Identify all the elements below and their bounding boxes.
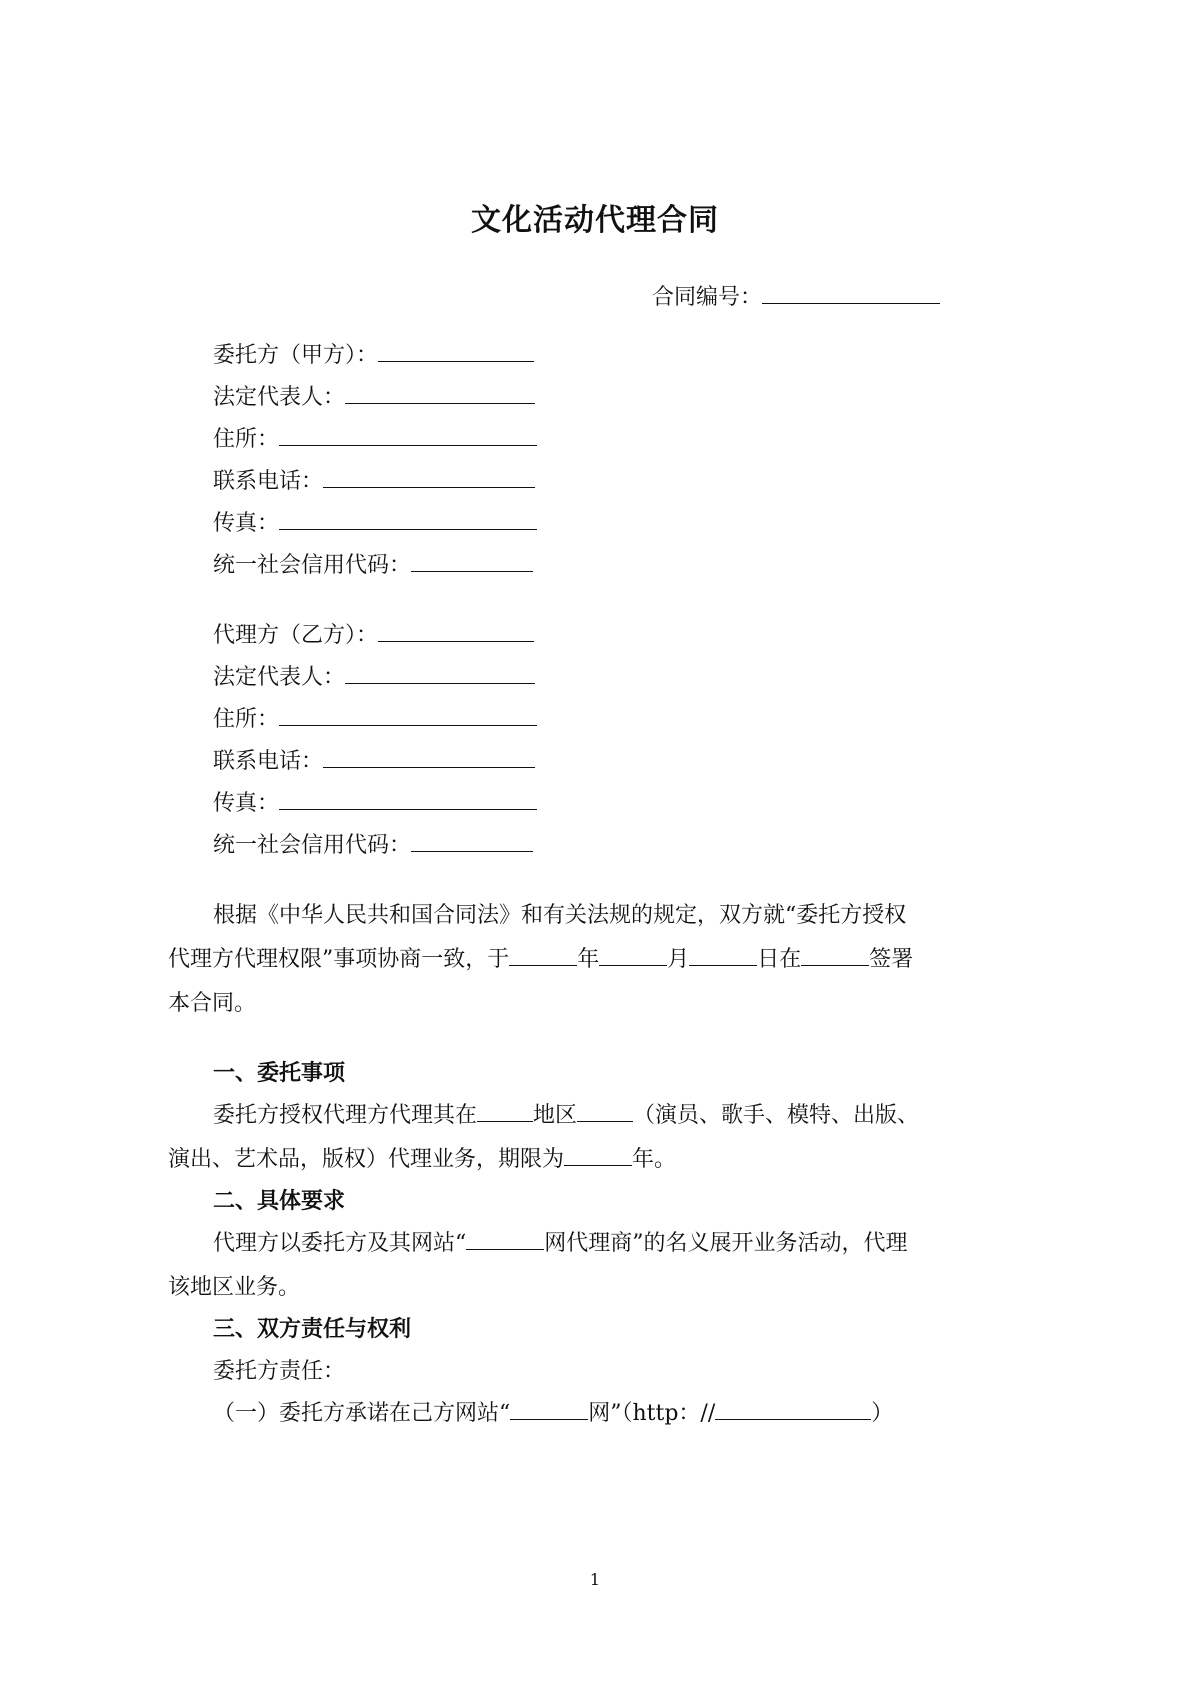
party-b-rep-line <box>213 660 535 691</box>
section-2-line-2: 该地区业务。 <box>168 1275 301 1300</box>
party-b-phone-line <box>213 744 535 775</box>
party-b-credit-blank[interactable] <box>411 831 533 852</box>
party-b-fax-blank[interactable] <box>279 789 537 810</box>
section-1-text-b: （演员、歌手、模特、出版、 <box>633 1103 920 1128</box>
own-website-blank[interactable] <box>510 1399 588 1420</box>
page-number: 1 <box>589 1570 601 1589</box>
party-b-phone-label: 联系电话： <box>213 749 324 774</box>
section-1-text-c: 演出、艺术品，版权）代理业务，期限为 <box>168 1147 565 1172</box>
year-label: 年 <box>577 947 600 972</box>
area-blank[interactable] <box>477 1101 533 1122</box>
party-a-rep-blank[interactable] <box>345 383 535 404</box>
party-b-address-label: 住所： <box>213 707 280 732</box>
party-a-name-line <box>213 338 534 369</box>
party-b-address-line <box>213 702 537 733</box>
party-b-address-blank[interactable] <box>279 705 537 726</box>
item-1-text-b: 网”（http：// <box>588 1401 716 1426</box>
party-b-fax-label: 传真： <box>213 791 280 816</box>
party-a-credit-label: 统一社会信用代码： <box>213 553 412 578</box>
section-1-text-d: 年。 <box>632 1147 677 1172</box>
preamble-line-3: 本合同。 <box>168 991 257 1016</box>
preamble-line-2 <box>168 942 913 973</box>
contract-number-blank[interactable] <box>762 283 940 304</box>
contract-number-label: 合同编号： <box>652 285 763 310</box>
party-b-fax-line <box>213 786 537 817</box>
region-type-blank[interactable] <box>577 1101 633 1122</box>
section-2-text-b: 网代理商”的名义展开业务活动，代理 <box>544 1231 908 1256</box>
party-b-credit-line <box>213 828 533 859</box>
party-a-phone-line <box>213 464 535 495</box>
day-blank[interactable] <box>689 945 757 966</box>
party-b-name-blank[interactable] <box>378 621 534 642</box>
preamble-line-1: 根据《中华人民共和国合同法》和有关法规的规定，双方就“委托方授权 <box>213 903 907 928</box>
section-1-line-2 <box>168 1142 676 1173</box>
document-title: 文化活动代理合同 <box>471 203 719 238</box>
party-a-fax-label: 传真： <box>213 511 280 536</box>
party-b-name-label: 代理方（乙方）： <box>213 623 379 648</box>
party-a-address-line <box>213 422 537 453</box>
party-a-fax-line <box>213 506 537 537</box>
sign-label: 签署 <box>869 947 914 972</box>
section-3-heading: 三、双方责任与权利 <box>213 1316 412 1342</box>
section-3-subheading: 委托方责任： <box>213 1359 346 1384</box>
party-b-rep-blank[interactable] <box>345 663 535 684</box>
party-a-fax-blank[interactable] <box>279 509 537 530</box>
url-blank[interactable] <box>715 1399 871 1420</box>
party-a-address-label: 住所： <box>213 427 280 452</box>
party-a-rep-line <box>213 380 535 411</box>
section-1-line-1 <box>213 1098 919 1129</box>
party-b-credit-label: 统一社会信用代码： <box>213 833 412 858</box>
term-blank[interactable] <box>564 1145 632 1166</box>
year-blank[interactable] <box>509 945 577 966</box>
item-1-text-a: （一）委托方承诺在己方网站“ <box>213 1401 511 1426</box>
party-b-name-line <box>213 618 534 649</box>
section-1-heading: 一、委托事项 <box>213 1060 346 1086</box>
preamble-text: 代理方代理权限”事项协商一致，于 <box>168 947 510 972</box>
month-label: 月 <box>667 947 690 972</box>
item-1-text-c: ） <box>871 1401 894 1426</box>
party-a-credit-blank[interactable] <box>411 551 533 572</box>
party-b-phone-blank[interactable] <box>323 747 535 768</box>
section-2-line-1 <box>213 1226 908 1257</box>
party-a-phone-blank[interactable] <box>323 467 535 488</box>
party-b-rep-label: 法定代表人： <box>213 665 346 690</box>
section-2-heading: 二、具体要求 <box>213 1188 346 1214</box>
region-label: 地区 <box>533 1103 578 1128</box>
section-1-text-a: 委托方授权代理方代理其在 <box>213 1103 478 1128</box>
website-name-blank[interactable] <box>466 1229 544 1250</box>
place-blank[interactable] <box>801 945 869 966</box>
contract-number-line <box>652 280 940 311</box>
party-a-name-blank[interactable] <box>378 341 534 362</box>
day-label: 日在 <box>757 947 802 972</box>
party-a-phone-label: 联系电话： <box>213 469 324 494</box>
party-a-name-label: 委托方（甲方）： <box>213 343 379 368</box>
party-a-address-blank[interactable] <box>279 425 537 446</box>
section-2-text-a: 代理方以委托方及其网站“ <box>213 1231 467 1256</box>
party-a-rep-label: 法定代表人： <box>213 385 346 410</box>
section-3-item-1 <box>213 1396 893 1427</box>
party-a-credit-line <box>213 548 533 579</box>
month-blank[interactable] <box>599 945 667 966</box>
